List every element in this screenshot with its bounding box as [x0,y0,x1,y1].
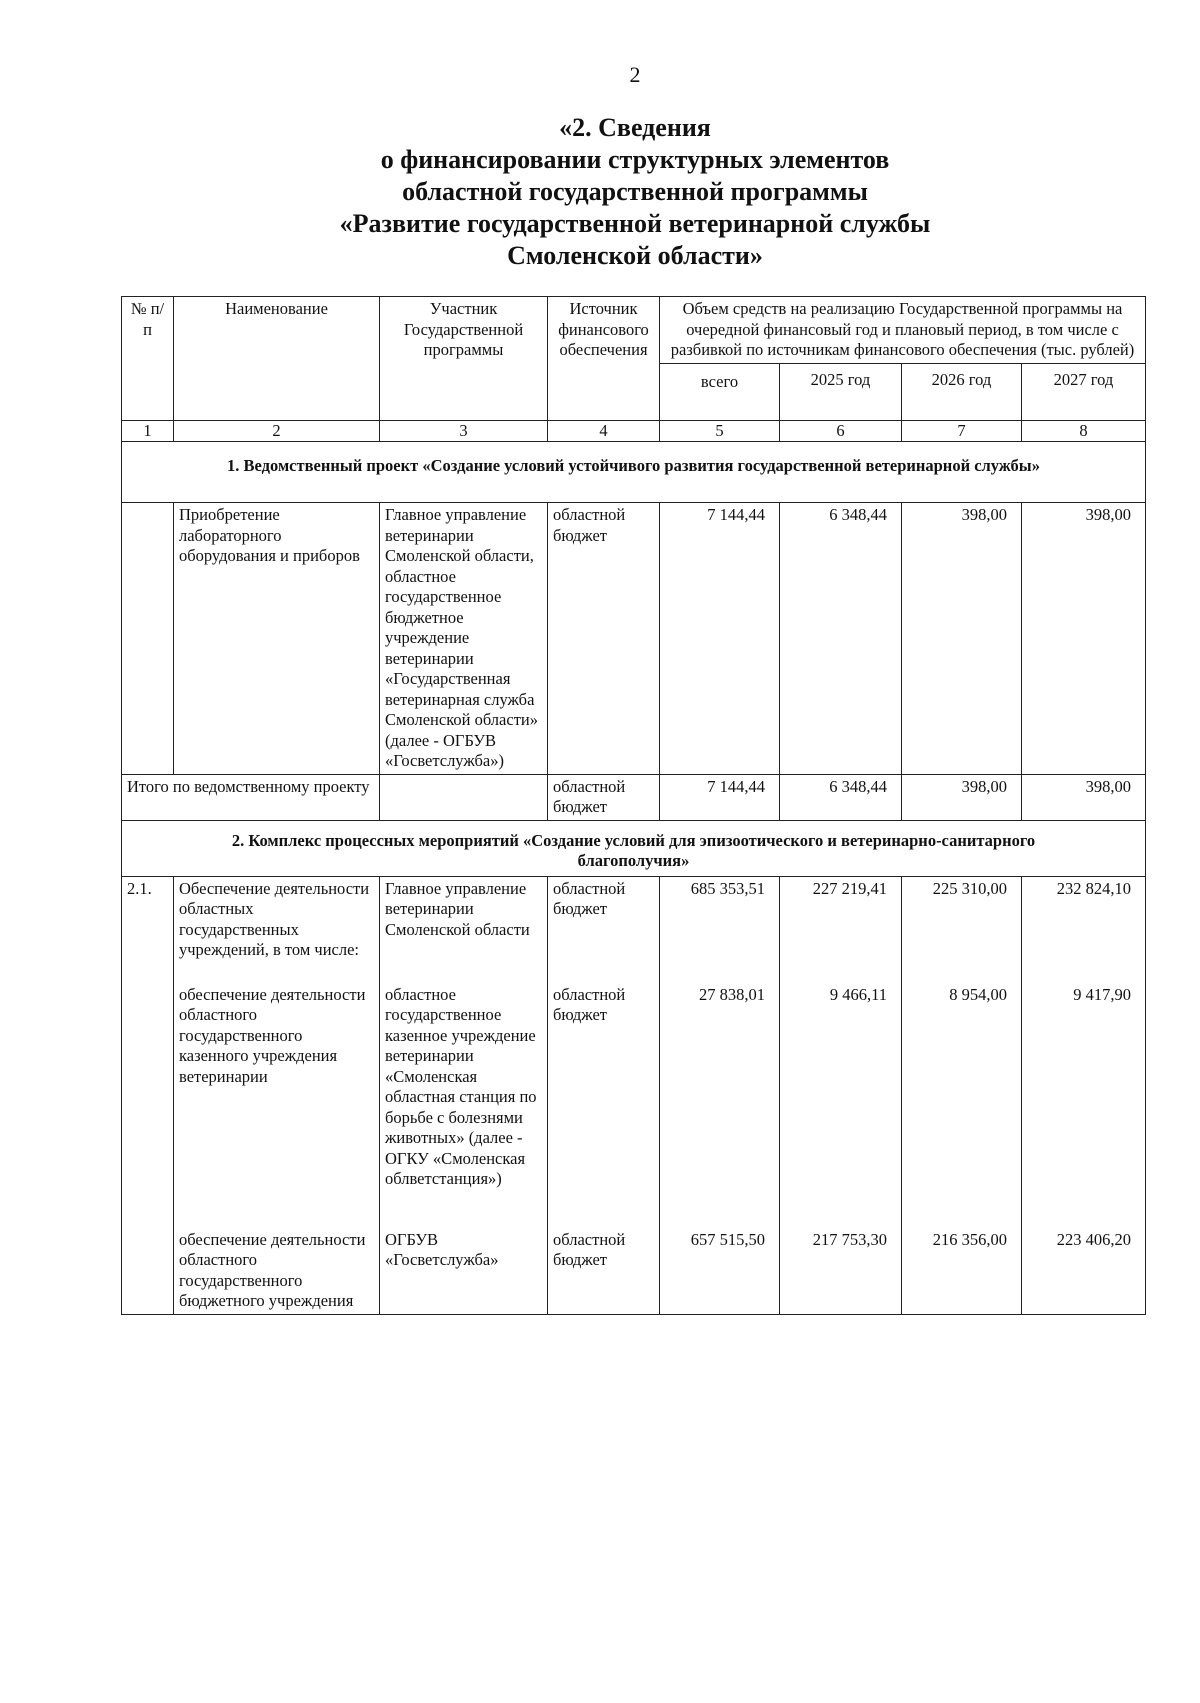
financing-table [121,296,1146,1315]
col-number-2: 2 [174,420,380,442]
row-source: областной бюджет [548,1228,660,1315]
row-num [122,503,174,775]
subtotal-source: областной бюджет [548,774,660,820]
row-participant: Главное управление ветеринарии Смоленской области, областное государственное бюджетное учреждение ветеринарии «Государственная ветеринарная служба Смоленской области» (далее - ОГБУВ «Госветслужба») [380,503,548,775]
header-total: всего [660,363,780,420]
row-name: обеспечение деятельности областного государственного казенного учреждения ветеринарии [174,983,380,1228]
title-line-4: «Развитие государственной ветеринарной службы [339,209,931,238]
section-2-row [122,820,1146,876]
row-2025: 6 348,44 [780,503,902,775]
page-number: 2 [629,62,641,87]
subtotal-2027: 398,00 [1022,774,1146,820]
subtotal-participant [380,774,548,820]
header-2026: 2026 год [902,363,1022,420]
row-2027: 9 417,90 [1022,983,1146,1228]
title-line-2: о финансировании структурных элементов [380,145,890,174]
row-name: обеспечение деятельности областного государственного бюджетного учреждения [174,1228,380,1315]
row-2027: 398,00 [1022,503,1146,775]
subtotal-2026: 398,00 [902,774,1022,820]
row-participant: областное государственное казенное учреждение ветеринарии «Смоленская областная станция по борьбе с болезнями животных» (далее - ОГКУ «Смоленская облветстанция») [380,983,548,1228]
col-number-3: 3 [380,420,548,442]
row-participant: Главное управление ветеринарии Смоленской области [380,876,548,983]
col-number-8: 8 [1022,420,1146,442]
table-row [122,876,1146,983]
row-2026: 8 954,00 [902,983,1022,1228]
subtotal-2025: 6 348,44 [780,774,902,820]
row-name: Обеспечение деятельности областных государственных учреждений, в том числе: [174,876,380,983]
row-2026: 216 356,00 [902,1228,1022,1315]
section-2-title: 2. Комплекс процессных мероприятий «Создание условий для эпизоотического и ветеринарно-санитарного благополучия» [122,820,1146,876]
row-participant: ОГБУВ «Госветслужба» [380,1228,548,1315]
title-line-1: «2. Сведения [559,113,711,142]
header-volume: Объем средств на реализацию Государственной программы на очередной финансовый год и плановый период, в том числе с разбивкой по источникам финансового обеспечения (тыс. рублей) [660,297,1146,364]
row-total: 27 838,01 [660,983,780,1228]
col-number-4: 4 [548,420,660,442]
column-numbers-row [122,420,1146,442]
row-2026: 225 310,00 [902,876,1022,983]
header-participant: Участник Государственной программы [380,297,548,421]
row-2025: 217 753,30 [780,1228,902,1315]
header-name: Наименование [174,297,380,421]
row-total: 685 353,51 [660,876,780,983]
section-1-row [122,442,1146,503]
row-num [122,1228,174,1315]
header-source: Источник финансового обеспечения [548,297,660,421]
section-1-title: 1. Ведомственный проект «Создание условий устойчивого развития государственной ветеринарной службы» [122,442,1146,503]
document-title [0,112,1200,272]
header-2025: 2025 год [780,363,902,420]
subtotal-label: Итого по ведомственному проекту [122,774,380,820]
table-row [122,1228,1146,1315]
col-number-1: 1 [122,420,174,442]
row-source: областной бюджет [548,876,660,983]
subtotal-row [122,774,1146,820]
col-number-7: 7 [902,420,1022,442]
row-total: 7 144,44 [660,503,780,775]
row-2025: 227 219,41 [780,876,902,983]
row-source: областной бюджет [548,983,660,1228]
row-2025: 9 466,11 [780,983,902,1228]
title-line-5: Смоленской области» [507,241,763,270]
row-total: 657 515,50 [660,1228,780,1315]
subtotal-total: 7 144,44 [660,774,780,820]
row-2026: 398,00 [902,503,1022,775]
row-name: Приобретение лабораторного оборудования и приборов [174,503,380,775]
row-num [122,983,174,1228]
row-2027: 223 406,20 [1022,1228,1146,1315]
table-row [122,983,1146,1228]
header-2027: 2027 год [1022,363,1146,420]
col-number-6: 6 [780,420,902,442]
col-number-5: 5 [660,420,780,442]
header-row-1 [122,297,1146,364]
row-source: областной бюджет [548,503,660,775]
row-num: 2.1. [122,876,174,983]
header-num: № п/п [122,297,174,421]
row-2027: 232 824,10 [1022,876,1146,983]
title-line-3: областной государственной программы [402,177,868,206]
table-row [122,503,1146,775]
